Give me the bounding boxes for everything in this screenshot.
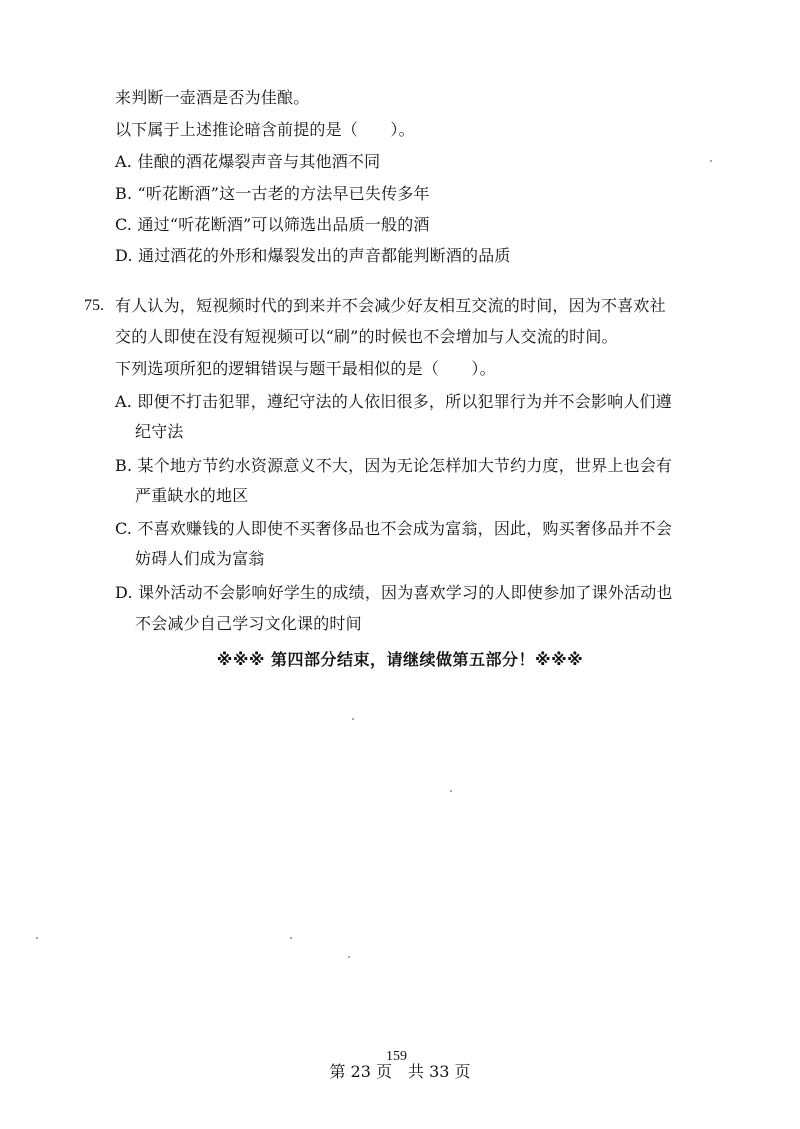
scan-speck <box>352 718 354 720</box>
option-b-line-1: B. 某个地方节约水资源意义不大，因为无论怎样加大节约力度，世界上也会有 <box>115 456 673 475</box>
option-a-line-2: 纪守法 <box>135 422 184 441</box>
prev-question-continuation: 来判断一壶酒是否为佳酿。 <box>115 88 310 107</box>
prev-question-prompt: 以下属于上述推论暗含前提的是（ ）。 <box>115 120 415 139</box>
scan-speck <box>450 790 452 792</box>
scan-speck <box>290 937 292 939</box>
prev-option-b: B. “听花断酒”这一古老的方法早已失传多年 <box>115 184 430 203</box>
question-stem-line-1: 有人认为，短视频时代的到来并不会减少好友相互交流的时间，因为不喜欢社 <box>115 296 666 315</box>
option-a-line-1: A. 即便不打击犯罪，遵纪守法的人依旧很多，所以犯罪行为并不会影响人们遵 <box>115 392 672 411</box>
option-c-line-2: 妨碍人们成为富翁 <box>135 549 265 568</box>
scan-speck <box>348 956 350 958</box>
prev-option-a: A. 佳酿的酒花爆裂声音与其他酒不同 <box>115 152 381 171</box>
scan-speck <box>36 937 38 939</box>
prev-option-c: C. 通过“听花断酒”可以筛选出品质一般的酒 <box>115 215 430 234</box>
page-footer: 第 23 页 共 33 页 <box>329 1062 471 1081</box>
prev-option-d: D. 通过酒花的外形和爆裂发出的声音都能判断酒的品质 <box>115 246 511 265</box>
option-d-line-1: D. 课外活动不会影响好学生的成绩，因为喜欢学习的人即使参加了课外活动也 <box>115 583 673 602</box>
option-d-line-2: 不会减少自己学习文化课的时间 <box>135 614 362 633</box>
question-prompt: 下列选项所犯的逻辑错误与题干最相似的是（ ）。 <box>115 359 496 378</box>
question-stem-line-2: 交的人即使在没有短视频可以“刷”的时候也不会增加与人交流的时间。 <box>115 327 618 346</box>
page-stamp-number: 159 <box>386 1049 407 1064</box>
option-c-line-1: C. 不喜欢赚钱的人即使不买奢侈品也不会成为富翁，因此，购买奢侈品并不会 <box>115 519 673 538</box>
scan-speck <box>710 160 712 162</box>
section-end-note: ※※※ 第四部分结束，请继续做第五部分！※※※ <box>216 650 584 669</box>
option-b-line-2: 严重缺水的地区 <box>135 486 249 505</box>
question-number: 75. <box>84 297 104 314</box>
